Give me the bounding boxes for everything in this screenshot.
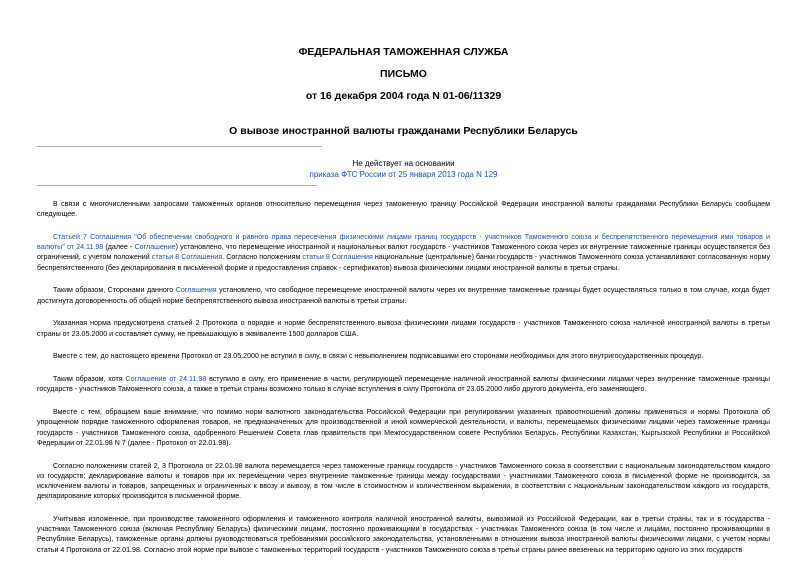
paragraph-text: Согласно положениям статей 2, 3 Протокола от 22.01.98 валюта перемещается через таможенные границы государств - участников Таможенного союза в соответствии с национальным законодательством каждого из государств; декларирование валюты и товаров при их перемещении через внутренние таможенные границы между государствами - участниками Таможенного союза в письменной форме не производится, за исключением валюты и товаров, запрещенных и ограниченных к ввозу и вывозу, в том числе в стоимостном и количественном выражении, в соответствии с национальным законодательством каждого из государств, декларирование которых производится в письменной форме. xyxy=(37,461,770,501)
paragraph-text: ) установлено, что перемещение иностранной и национальных валют государств - участников Таможенного союза через их внутренние таможенные границы осуществляется без ограничений, с учетом положений xyxy=(37,243,770,262)
paragraph xyxy=(37,199,770,219)
paragraph-text: Таким образом, хотя xyxy=(53,375,126,384)
paragraph xyxy=(37,232,770,273)
paragraph xyxy=(37,514,770,555)
paragraph-text: вступило в силу, его применение в части, регулирующей перемещение наличной иностранной валюты физическими лицами через внутренние таможенные границы государств - участников Таможенного союза, а также в третьи страны возможно только в случае вступления в силу Протокола от 23.05.2000 либо другого документа, его заменяющего. xyxy=(37,375,770,394)
document-link[interactable]: Соглашение xyxy=(134,243,176,252)
document-link[interactable]: статьи 8 Соглашения xyxy=(302,253,373,262)
paragraph-text: установлено, что свободное перемещение иностранной валюты через их внутренние таможенные границы будет осуществляться только в том случае, когда будет достигнута договоренность об общей норме беспрепятственного вывоза иностранной валюты в третьи страны. xyxy=(37,286,770,305)
document-title: О вывозе иностранной валюты гражданами Республики Беларусь xyxy=(229,125,578,137)
document-type: ПИСЬМО xyxy=(380,68,427,80)
document-link[interactable]: Статьей 7 Соглашения "Об обеспечении свободного и равного права пересечения физическими лицами границ государств - участников Таможенного союза и беспрепятственного перемещения ими товаров и валюты" от 24.11.98 xyxy=(37,233,770,252)
paragraph-text: Учитывая изложенное, при производстве таможенного оформления и таможенного контроля наличной иностранной валюты, вывозимой из Российской Федерации, как в третьи страны, так и в государства - участники Таможенного союза (включая Республику Беларусь) физическими лицами, постоянно проживающими в государствах - участниках Таможенного союза (в том числе и лицами, постоянно проживающими в Республике Беларусь), таможенные органы должны руководствоваться требованиями российского законодательства, установленными в отношении вывоза иностранной валюты физическими лицами, с учетом нормы статьи 4 Протокола от 22.01.98. Согласно этой норме при вывозе с таможенных территорий государств - участников Таможенного союза в третьи страны ранее ввезенных на территорию одного из этих государств xyxy=(37,515,770,554)
bottom-divider xyxy=(37,185,317,186)
paragraph xyxy=(37,461,770,502)
agency-name: ФЕДЕРАЛЬНАЯ ТАМОЖЕННАЯ СЛУЖБА xyxy=(298,46,509,58)
paragraph-text: (далее - xyxy=(103,243,135,252)
paragraph xyxy=(37,374,770,394)
top-divider xyxy=(37,146,322,147)
paragraph xyxy=(37,351,770,361)
paragraph-text: Таким образом, Сторонами данного xyxy=(53,286,176,295)
paragraph-text: Указанная норма предусмотрена статьей 2 Протокола о порядке и норме беспрепятственного вывоза физическими лицами государств - участников Таможенного союза наличной иностранной валюты в третьи страны от 23.05.2000 и составляет сумму, не превышающую в эквиваленте 1500 долларов США. xyxy=(37,319,770,338)
paragraph-text: национальные (центральные) банки государств - участников Таможенного союза устанавливают согласованную норму беспрепятственного (без декларирования в письменной форме и предоставления справок - сертификатов) вывоза физическими лицами иностранной валюты в третьи страны. xyxy=(37,253,770,272)
paragraph-text: В связи с многочисленными запросами таможенных органов относительно перемещения через таможенную границу Российской Федерации иностранной валюты гражданами Республики Беларусь сообщаем следующее. xyxy=(37,200,770,219)
paragraph xyxy=(37,318,770,338)
paragraph-text: Вместе с тем, до настоящего времени Протокол от 23.05.2000 не вступил в силу, в связи с невыполнением подписавшими его сторонами необходимых для этого внутригосударственных процедур. xyxy=(53,352,704,361)
status-link[interactable]: приказа ФТС России от 25 января 2013 года N 129 xyxy=(309,170,498,179)
document-link[interactable]: Соглашения xyxy=(175,286,217,295)
document-date-number: от 16 декабря 2004 года N 01-06/11329 xyxy=(305,90,502,102)
paragraph-text: Вместе с тем, обращаем ваше внимание, что помимо норм валютного законодательства Российской Федерации при регулировании указанных правоотношений должны применяться и нормы Протокола об упрощенном порядке таможенного оформления товаров, не предназначенных для производственной и иной коммерческой деятельности, и валюты, перемещаемых физическими лицами через таможенные границы государств - участников Таможенного союза, одобренного Решением Совета глав правительств при Межгосударственном совете Республики Беларусь, Республики Казахстан, Кыргызской Республики и Российской Федерации от 22.01.98 N 7 (далее - Протокол от 22.01.98). xyxy=(37,408,770,447)
status-note: Не действует на основании xyxy=(352,159,455,168)
paragraph xyxy=(37,407,770,448)
paragraph xyxy=(37,285,770,305)
document-body xyxy=(37,199,770,555)
document-link[interactable]: Соглашение от 24.11.98 xyxy=(125,375,207,384)
paragraph-text: . Согласно положениям xyxy=(222,253,303,262)
document-link[interactable]: статьи 8 Соглашения xyxy=(151,253,223,262)
